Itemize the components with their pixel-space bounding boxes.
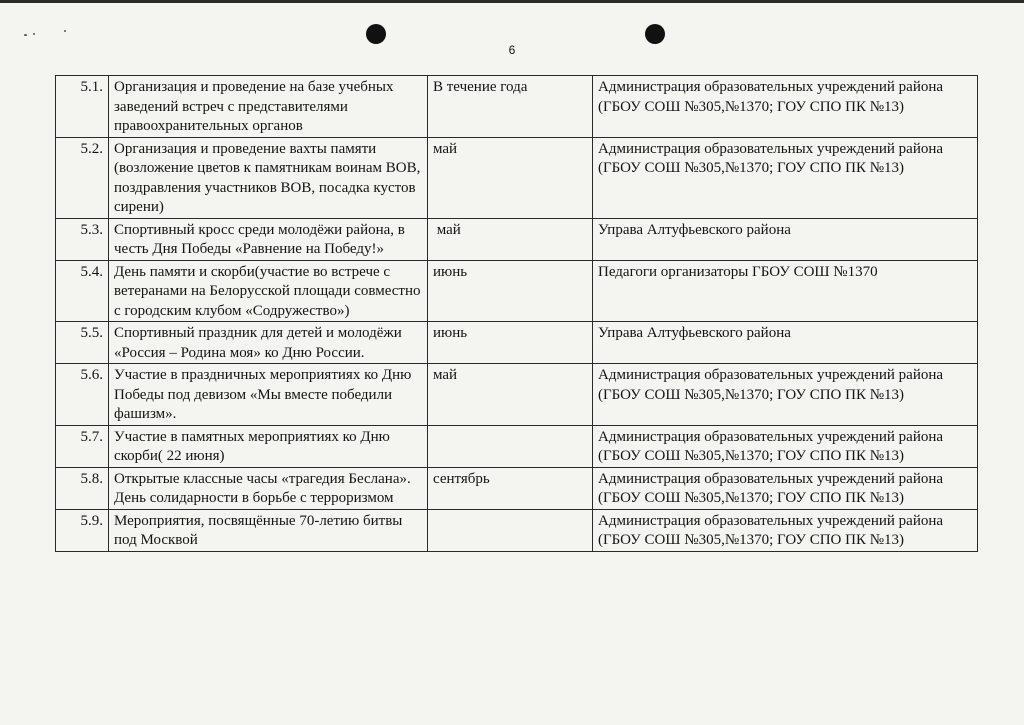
event-cell: Организация и проведение на базе учебных заведений встреч с представителями правоохранительных органов bbox=[109, 76, 428, 138]
table-row bbox=[56, 137, 978, 218]
table-row bbox=[56, 322, 978, 364]
date-cell: май bbox=[428, 364, 593, 426]
table-row bbox=[56, 509, 978, 551]
row-number: 5.9. bbox=[56, 509, 109, 551]
page-number: 6 bbox=[508, 43, 516, 57]
responsible-cell: Администрация образовательных учреждений района (ГБОУ СОШ №305,№1370; ГОУ СПО ПК №13) bbox=[593, 76, 978, 138]
table-row bbox=[56, 467, 978, 509]
event-cell: Участие в праздничных мероприятиях ко Дню Победы под девизом «Мы вместе победили фашизм». bbox=[109, 364, 428, 426]
date-cell: июнь bbox=[428, 322, 593, 364]
table-row bbox=[56, 364, 978, 426]
scan-speck bbox=[64, 30, 66, 32]
punch-hole-left bbox=[366, 24, 386, 44]
date-cell: май bbox=[428, 218, 593, 260]
date-cell: В течение года bbox=[428, 76, 593, 138]
row-number: 5.3. bbox=[56, 218, 109, 260]
scan-speck bbox=[33, 33, 35, 35]
event-cell: Участие в памятных мероприятиях ко Дню скорби( 22 июня) bbox=[109, 425, 428, 467]
responsible-cell: Администрация образовательных учреждений района (ГБОУ СОШ №305,№1370; ГОУ СПО ПК №13) bbox=[593, 364, 978, 426]
event-cell: Организация и проведение вахты памяти (возложение цветов к памятникам воинам ВОВ, поздравления участников ВОВ, посадка кустов сирени) bbox=[109, 137, 428, 218]
responsible-cell: Управа Алтуфьевского района bbox=[593, 322, 978, 364]
responsible-cell: Администрация образовательных учреждений района (ГБОУ СОШ №305,№1370; ГОУ СПО ПК №13) bbox=[593, 467, 978, 509]
row-number: 5.6. bbox=[56, 364, 109, 426]
row-number: 5.1. bbox=[56, 76, 109, 138]
date-cell: сентябрь bbox=[428, 467, 593, 509]
table-row bbox=[56, 218, 978, 260]
punch-hole-right bbox=[645, 24, 665, 44]
scan-speck bbox=[24, 34, 27, 36]
responsible-cell: Администрация образовательных учреждений района (ГБОУ СОШ №305,№1370; ГОУ СПО ПК №13) bbox=[593, 137, 978, 218]
row-number: 5.2. bbox=[56, 137, 109, 218]
event-cell: Мероприятия, посвящённые 70-летию битвы под Москвой bbox=[109, 509, 428, 551]
table-row bbox=[56, 260, 978, 322]
responsible-cell: Администрация образовательных учреждений района (ГБОУ СОШ №305,№1370; ГОУ СПО ПК №13) bbox=[593, 425, 978, 467]
row-number: 5.8. bbox=[56, 467, 109, 509]
row-number: 5.4. bbox=[56, 260, 109, 322]
responsible-cell: Управа Алтуфьевского района bbox=[593, 218, 978, 260]
date-cell: май bbox=[428, 137, 593, 218]
scan-top-edge bbox=[0, 0, 1024, 3]
event-cell: Спортивный праздник для детей и молодёжи «Россия – Родина моя» ко Дню России. bbox=[109, 322, 428, 364]
date-cell bbox=[428, 425, 593, 467]
date-cell bbox=[428, 509, 593, 551]
table-row bbox=[56, 425, 978, 467]
event-cell: Спортивный кросс среди молодёжи района, в честь Дня Победы «Равнение на Победу!» bbox=[109, 218, 428, 260]
event-cell: Открытые классные часы «трагедия Беслана». День солидарности в борьбе с терроризмом bbox=[109, 467, 428, 509]
events-table bbox=[55, 75, 978, 552]
date-cell: июнь bbox=[428, 260, 593, 322]
row-number: 5.7. bbox=[56, 425, 109, 467]
table-row bbox=[56, 76, 978, 138]
row-number: 5.5. bbox=[56, 322, 109, 364]
responsible-cell: Педагоги организаторы ГБОУ СОШ №1370 bbox=[593, 260, 978, 322]
responsible-cell: Администрация образовательных учреждений района (ГБОУ СОШ №305,№1370; ГОУ СПО ПК №13) bbox=[593, 509, 978, 551]
event-cell: День памяти и скорби(участие во встрече с ветеранами на Белорусской площади совместно с городским клубом «Содружество») bbox=[109, 260, 428, 322]
